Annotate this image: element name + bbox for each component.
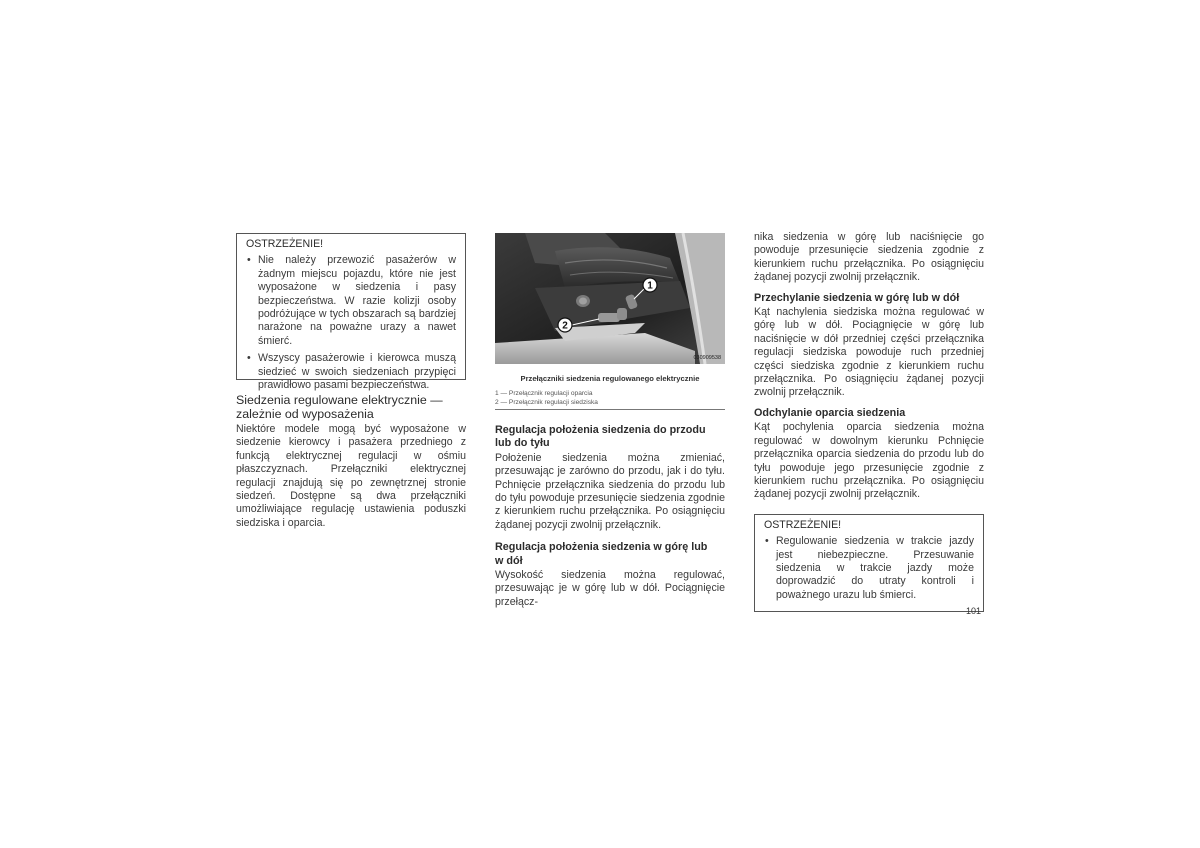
legend-item: 1 — Przełącznik regulacji oparcia bbox=[495, 390, 593, 397]
body-paragraph: Kąt pochylenia oparcia siedzenia można regulować w dowolnym kierunku Pchnięcie przełącznika oparcia siedzenia do przodu lub do tyłu powoduje jego przesunięcie zgodnie z kierunkiem ruchu przełącznika. Po osiągnięciu żądanej pozycji zwolnij przełącznik. bbox=[754, 421, 984, 501]
body-paragraph: Położenie siedzenia można zmieniać, przesuwając je zarówno do przodu, jak i do tyłu. Pchnięcie przełącznika siedzenia do przodu lub do tyłu powoduje przesunięcie siedzenia zgodnie z kierunkiem ruchu przełącznika. Po osiągnięciu żądanej pozycji zwolnij przełącznik. bbox=[495, 451, 725, 531]
warning-title: OSTRZEŻENIE! bbox=[764, 518, 842, 531]
legend-item: 2 — Przełącznik regulacji siedziska bbox=[495, 398, 598, 406]
section-heading: Siedzenia regulowane elektrycznie — zależnie od wyposażenia bbox=[236, 393, 443, 421]
middle-column-text bbox=[495, 424, 725, 609]
warning-bullet: • Nie należy przewozić pasażerów w żadnym miejscu pojazdu, które nie jest wyposażone w siedzenia i pasy bezpieczeństwa. W razie kolizji osoby podróżujące w tych obszarach są bardziej narażone na poważne urazy a nawet śmierć. bbox=[246, 254, 456, 348]
callout-2: 2 bbox=[562, 320, 568, 332]
right-column bbox=[754, 231, 984, 612]
body-paragraph: Niektóre modele mogą być wyposażone w siedzenie kierowcy i pasażera przedniego z funkcją elektrycznej regulacji w ośmiu płaszczyznach. Przełączniki elektrycznej regulacji znajdują się po zewnętrznej stronie siedzeń. Dostępne są dwa przełączniki umożliwiające regulację ustawienia poduszki siedziska i oparcia. bbox=[236, 423, 466, 529]
seat-switch-photo bbox=[495, 233, 725, 364]
seat-illustration bbox=[495, 233, 725, 364]
warning-bullet: • Regulowanie siedzenia w trakcie jazdy jest niebezpieczne. Przesuwanie siedzenia w trakcie jazdy może doprowadzić do utraty kontroli i poważnego urazu lub śmierci. bbox=[764, 535, 974, 602]
section-heading: Przechylanie siedzenia w górę lub w dół bbox=[754, 291, 960, 304]
image-code: 030909538 bbox=[693, 355, 721, 361]
page-number: 101 bbox=[966, 606, 982, 616]
warning-box-right bbox=[754, 514, 984, 612]
figure-caption: Przełączniki siedzenia regulowanego elektrycznie bbox=[520, 374, 700, 383]
warning-box-left bbox=[236, 233, 466, 392]
figure-legend bbox=[495, 390, 725, 407]
body-paragraph: Wysokość siedzenia można regulować, przesuwając je w górę lub w dół. Pociągnięcie przełącz- bbox=[495, 569, 725, 608]
section-heading: Odchylanie oparcia siedzenia bbox=[754, 406, 906, 419]
warning-bullet: • Wszyscy pasażerowie i kierowca muszą siedzieć w swoich siedzeniach przypięci prawidłowo pasami bezpieczeństwa. bbox=[246, 352, 456, 392]
body-paragraph: Kąt nachylenia siedziska można regulować w górę lub w dół. Pociągnięcie w górę lub naciśnięcie w dół przedniej części przełącznika regulacji siedziska powoduje ruch przedniej części siedziska zgodnie z kierunkiem ruchu przełącznika. Po osiągnięciu żądanej pozycji zwolnij przełącznik. bbox=[754, 306, 984, 399]
warning-title: OSTRZEŻENIE! bbox=[246, 238, 324, 250]
divider bbox=[495, 409, 725, 410]
section-heading: Regulacja położenia siedzenia w górę lub w dół bbox=[495, 541, 708, 567]
section-heading: Regulacja położenia siedzenia do przodu lub do tyłu bbox=[495, 424, 706, 450]
body-paragraph: nika siedzenia w górę lub naciśnięcie go powoduje przesunięcie siedzenia zgodnie z kierunkiem ruchu przełącznika. Po osiągnięciu żądanej pozycji zwolnij przełącznik. bbox=[754, 231, 984, 284]
callout-1: 1 bbox=[647, 280, 653, 292]
left-column bbox=[236, 233, 466, 530]
